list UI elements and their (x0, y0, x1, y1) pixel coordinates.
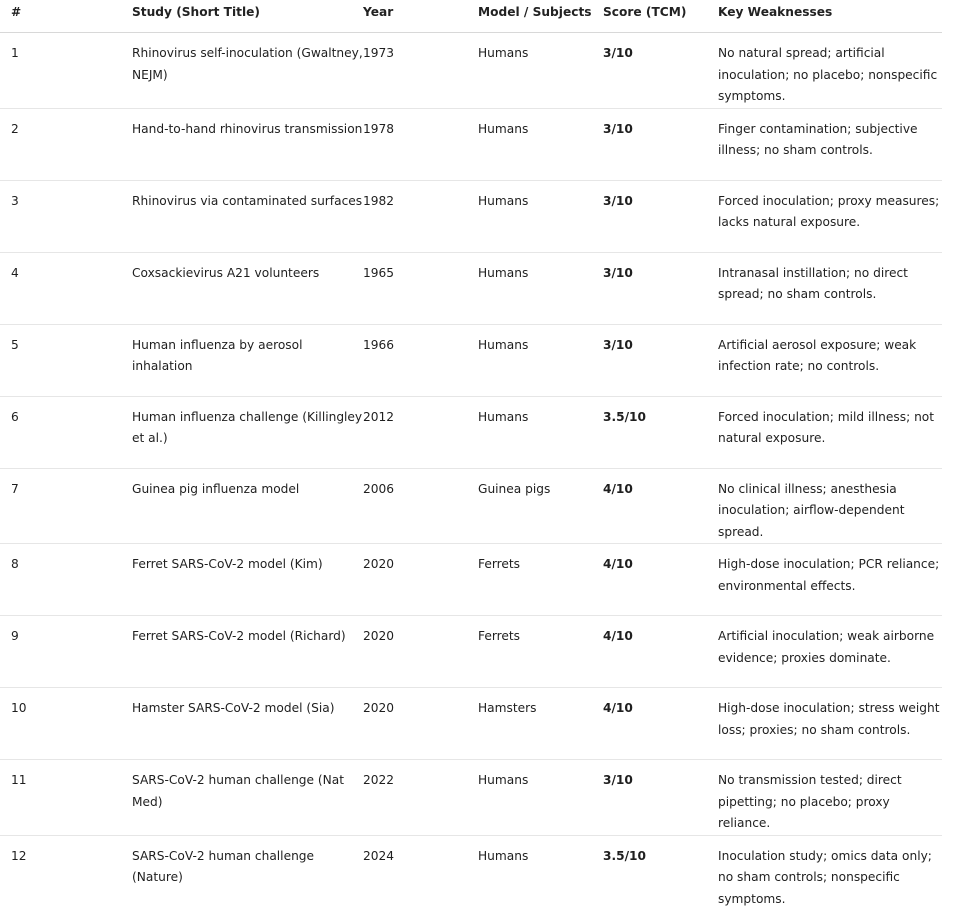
table-row (0, 760, 942, 836)
table-row (0, 324, 942, 396)
cell-year: 1982 (363, 180, 478, 252)
cell-model: Humans (478, 180, 603, 252)
cell-num: 1 (0, 33, 132, 109)
cell-year: 2012 (363, 396, 478, 468)
cell-study: Human influenza by aerosol inhalation (132, 324, 363, 396)
cell-weaknesses: No clinical illness; anesthesia inoculation; airflow-dependent spread. (718, 468, 942, 544)
header-num: # (0, 0, 132, 33)
cell-weaknesses: Artificial inoculation; weak airborne evidence; proxies dominate. (718, 616, 942, 688)
cell-model: Humans (478, 324, 603, 396)
table-row (0, 688, 942, 760)
table-row (0, 835, 942, 910)
cell-weaknesses: No natural spread; artificial inoculation; no placebo; nonspecific symptoms. (718, 33, 942, 109)
cell-score: 3/10 (603, 108, 718, 180)
cell-num: 7 (0, 468, 132, 544)
cell-model: Humans (478, 252, 603, 324)
cell-year: 2006 (363, 468, 478, 544)
cell-score: 4/10 (603, 616, 718, 688)
header-row (0, 0, 942, 33)
cell-num: 11 (0, 760, 132, 836)
cell-model: Humans (478, 396, 603, 468)
table-row (0, 544, 942, 616)
cell-year: 1978 (363, 108, 478, 180)
cell-study: Coxsackievirus A21 volunteers (132, 252, 363, 324)
cell-study: Hand-to-hand rhinovirus transmission (132, 108, 363, 180)
cell-weaknesses: Finger contamination; subjective illness; no sham controls. (718, 108, 942, 180)
table-row (0, 252, 942, 324)
cell-weaknesses: Inoculation study; omics data only; no sham controls; nonspecific symptoms. (718, 835, 942, 910)
cell-year: 1966 (363, 324, 478, 396)
cell-weaknesses: Forced inoculation; proxy measures; lacks natural exposure. (718, 180, 942, 252)
cell-num: 4 (0, 252, 132, 324)
cell-num: 10 (0, 688, 132, 760)
cell-num: 3 (0, 180, 132, 252)
cell-num: 9 (0, 616, 132, 688)
cell-score: 3/10 (603, 180, 718, 252)
cell-year: 2020 (363, 616, 478, 688)
cell-score: 3.5/10 (603, 396, 718, 468)
cell-study: Guinea pig influenza model (132, 468, 363, 544)
table-row (0, 468, 942, 544)
cell-score: 3/10 (603, 324, 718, 396)
cell-model: Guinea pigs (478, 468, 603, 544)
cell-model: Ferrets (478, 616, 603, 688)
cell-study: Rhinovirus via contaminated surfaces (132, 180, 363, 252)
table-row (0, 108, 942, 180)
cell-score: 3/10 (603, 760, 718, 836)
cell-score: 4/10 (603, 688, 718, 760)
cell-year: 1965 (363, 252, 478, 324)
cell-study: Human influenza challenge (Killingley et al.) (132, 396, 363, 468)
cell-num: 2 (0, 108, 132, 180)
cell-score: 4/10 (603, 468, 718, 544)
cell-num: 8 (0, 544, 132, 616)
cell-study: Hamster SARS-CoV-2 model (Sia) (132, 688, 363, 760)
table-row (0, 33, 942, 109)
table-body (0, 33, 942, 910)
cell-model: Ferrets (478, 544, 603, 616)
cell-model: Humans (478, 760, 603, 836)
cell-score: 4/10 (603, 544, 718, 616)
cell-score: 3.5/10 (603, 835, 718, 910)
table-row (0, 180, 942, 252)
cell-year: 2022 (363, 760, 478, 836)
header-score: Score (TCM) (603, 0, 718, 33)
cell-study: SARS-CoV-2 human challenge (Nat Med) (132, 760, 363, 836)
cell-model: Hamsters (478, 688, 603, 760)
cell-model: Humans (478, 33, 603, 109)
cell-num: 5 (0, 324, 132, 396)
cell-year: 2020 (363, 688, 478, 760)
cell-study: Ferret SARS-CoV-2 model (Richard) (132, 616, 363, 688)
table-row (0, 396, 942, 468)
cell-num: 12 (0, 835, 132, 910)
table-row (0, 616, 942, 688)
cell-weaknesses: Artificial aerosol exposure; weak infection rate; no controls. (718, 324, 942, 396)
table-header (0, 0, 942, 33)
cell-study: Rhinovirus self-inoculation (Gwaltney, NEJM) (132, 33, 363, 109)
header-model: Model / Subjects (478, 0, 603, 33)
cell-year: 2020 (363, 544, 478, 616)
cell-model: Humans (478, 835, 603, 910)
cell-score: 3/10 (603, 252, 718, 324)
cell-weaknesses: High-dose inoculation; stress weight loss; proxies; no sham controls. (718, 688, 942, 760)
cell-weaknesses: Forced inoculation; mild illness; not natural exposure. (718, 396, 942, 468)
cell-num: 6 (0, 396, 132, 468)
cell-score: 3/10 (603, 33, 718, 109)
cell-year: 2024 (363, 835, 478, 910)
cell-year: 1973 (363, 33, 478, 109)
header-weaknesses: Key Weaknesses (718, 0, 942, 33)
cell-model: Humans (478, 108, 603, 180)
cell-study: SARS-CoV-2 human challenge (Nature) (132, 835, 363, 910)
cell-study: Ferret SARS-CoV-2 model (Kim) (132, 544, 363, 616)
header-study: Study (Short Title) (132, 0, 363, 33)
cell-weaknesses: High-dose inoculation; PCR reliance; environmental effects. (718, 544, 942, 616)
cell-weaknesses: No transmission tested; direct pipetting; no placebo; proxy reliance. (718, 760, 942, 836)
header-year: Year (363, 0, 478, 33)
cell-weaknesses: Intranasal instillation; no direct spread; no sham controls. (718, 252, 942, 324)
